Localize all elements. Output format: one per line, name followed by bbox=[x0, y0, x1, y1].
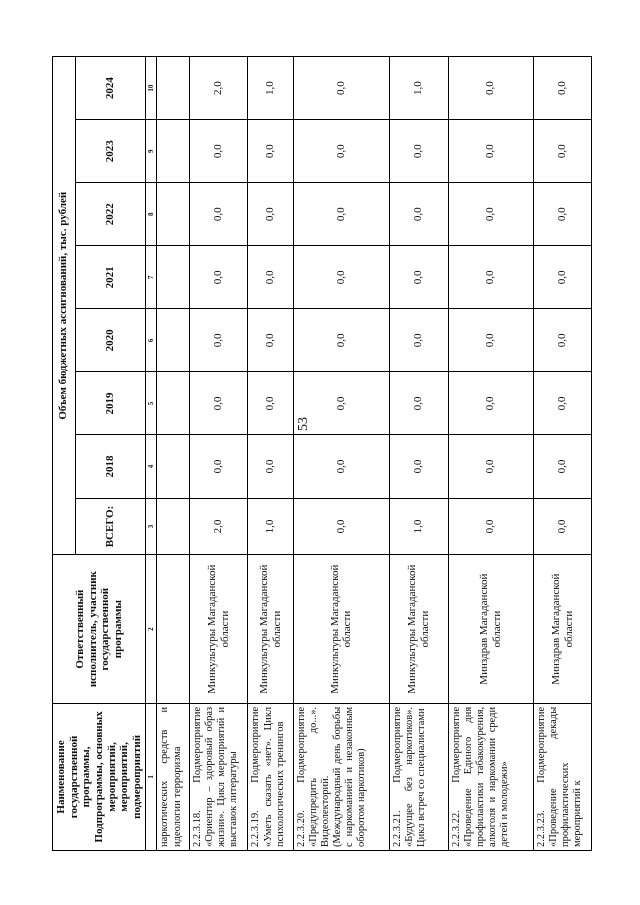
value-cell bbox=[157, 309, 189, 372]
value-cell: 0,0 bbox=[533, 309, 592, 372]
header-total: ВСЕГО: bbox=[75, 498, 146, 555]
column-number: 3 bbox=[146, 498, 157, 555]
table-row bbox=[157, 57, 189, 851]
column-number: 2 bbox=[146, 555, 157, 703]
table-row bbox=[189, 57, 248, 851]
header-budget: Объем бюджетных ассигнований, тыс. рублей bbox=[53, 57, 76, 555]
value-cell: 0,0 bbox=[533, 435, 592, 498]
header-year: 2024 bbox=[75, 57, 146, 120]
value-cell bbox=[157, 183, 189, 246]
value-cell: 0,0 bbox=[448, 372, 533, 435]
value-cell: 1,0 bbox=[390, 57, 449, 120]
value-cell: 0,0 bbox=[533, 183, 592, 246]
value-cell: 0,0 bbox=[189, 120, 248, 183]
value-cell: 0,0 bbox=[390, 120, 449, 183]
value-cell: 0,0 bbox=[248, 246, 293, 309]
value-cell: 0,0 bbox=[189, 309, 248, 372]
value-cell bbox=[157, 498, 189, 555]
page-number: 53 bbox=[296, 417, 311, 431]
column-number: 6 bbox=[146, 309, 157, 372]
value-cell: 0,0 bbox=[189, 372, 248, 435]
header-year: 2021 bbox=[75, 246, 146, 309]
executor-cell bbox=[157, 555, 189, 703]
value-cell: 0,0 bbox=[248, 183, 293, 246]
value-cell: 2,0 bbox=[189, 498, 248, 555]
rotated-page bbox=[52, 56, 582, 851]
activity-name: 2.2.3.20. Подмероприятие «Предупредить до...». Видеолекторий. (Международный день борьбы с наркоманией и незаконным оборотом наркотиков) bbox=[293, 703, 389, 850]
value-cell: 0,0 bbox=[448, 435, 533, 498]
value-cell: 0,0 bbox=[533, 120, 592, 183]
value-cell: 0,0 bbox=[448, 498, 533, 555]
header-name: Наименование государственной программы, Подпрограммы, основных мероприятий, мероприятий, подмероприятий bbox=[53, 703, 146, 850]
value-cell: 0,0 bbox=[293, 57, 389, 120]
value-cell: 0,0 bbox=[293, 309, 389, 372]
value-cell: 0,0 bbox=[293, 372, 389, 435]
executor-cell: Минкультуры Магаданской области bbox=[248, 555, 293, 703]
executor-cell: Минздрав Магаданской области bbox=[448, 555, 533, 703]
column-number: 10 bbox=[146, 57, 157, 120]
header-year: 2018 bbox=[75, 435, 146, 498]
value-cell bbox=[157, 120, 189, 183]
column-number: 1 bbox=[146, 703, 157, 850]
value-cell: 0,0 bbox=[248, 120, 293, 183]
value-cell: 0,0 bbox=[189, 246, 248, 309]
column-number: 8 bbox=[146, 183, 157, 246]
column-number: 7 bbox=[146, 246, 157, 309]
activity-name: 2.2.3.18. Подмероприятие «Ориентир – здоровый образ жизни». Цикл мероприятий и выставок литературы bbox=[189, 703, 248, 850]
header-executor: Ответственный исполнитель, участник государственной программы bbox=[53, 555, 146, 703]
value-cell: 0,0 bbox=[533, 372, 592, 435]
value-cell: 0,0 bbox=[293, 120, 389, 183]
value-cell: 0,0 bbox=[248, 372, 293, 435]
executor-cell: Минкультуры Магаданской области bbox=[390, 555, 449, 703]
value-cell: 0,0 bbox=[390, 372, 449, 435]
value-cell bbox=[157, 246, 189, 309]
table-row bbox=[390, 57, 449, 851]
value-cell: 0,0 bbox=[248, 435, 293, 498]
activity-name: 2.2.3.23. Подмероприятие «Проведение декады профилактических мероприятий к bbox=[533, 703, 592, 850]
value-cell: 0,0 bbox=[448, 246, 533, 309]
value-cell: 0,0 bbox=[293, 435, 389, 498]
value-cell: 0,0 bbox=[390, 435, 449, 498]
budget-table bbox=[52, 56, 592, 851]
executor-cell: Минкультуры Магаданской области bbox=[293, 555, 389, 703]
value-cell: 0,0 bbox=[448, 183, 533, 246]
value-cell: 1,0 bbox=[390, 498, 449, 555]
value-cell: 0,0 bbox=[390, 309, 449, 372]
value-cell: 0,0 bbox=[293, 183, 389, 246]
value-cell bbox=[157, 435, 189, 498]
header-year: 2019 bbox=[75, 372, 146, 435]
activity-name: 2.2.3.19. Подмероприятие «Уметь сказать «нет». Цикл психологических тренингов bbox=[248, 703, 293, 850]
activity-name: 2.2.3.22. Подмероприятие «Проведение Единого дня профилактики табакокурения, алкоголя и наркомании среди детей и молодежи» bbox=[448, 703, 533, 850]
value-cell: 1,0 bbox=[248, 498, 293, 555]
value-cell: 0,0 bbox=[448, 120, 533, 183]
header-year: 2023 bbox=[75, 120, 146, 183]
value-cell: 0,0 bbox=[293, 246, 389, 309]
value-cell: 0,0 bbox=[293, 498, 389, 555]
column-numbers-row bbox=[146, 57, 157, 851]
value-cell: 0,0 bbox=[390, 183, 449, 246]
value-cell: 0,0 bbox=[248, 309, 293, 372]
activity-name: наркотических средств и идеологии терроризма bbox=[157, 703, 189, 850]
table-row bbox=[248, 57, 293, 851]
column-number: 5 bbox=[146, 372, 157, 435]
activity-name: 2.2.3.21. Подмероприятие «Будущее без наркотиков». Цикл встреч со специалистами bbox=[390, 703, 449, 850]
value-cell: 0,0 bbox=[448, 309, 533, 372]
value-cell: 0,0 bbox=[189, 183, 248, 246]
column-number: 4 bbox=[146, 435, 157, 498]
header-year: 2020 bbox=[75, 309, 146, 372]
value-cell bbox=[157, 57, 189, 120]
executor-cell: Минздрав Магаданской области bbox=[533, 555, 592, 703]
value-cell: 1,0 bbox=[248, 57, 293, 120]
value-cell: 0,0 bbox=[448, 57, 533, 120]
value-cell: 0,0 bbox=[533, 498, 592, 555]
header-year: 2022 bbox=[75, 183, 146, 246]
table-row bbox=[448, 57, 533, 851]
value-cell: 0,0 bbox=[533, 246, 592, 309]
value-cell: 0,0 bbox=[390, 246, 449, 309]
column-number: 9 bbox=[146, 120, 157, 183]
value-cell: 0,0 bbox=[189, 435, 248, 498]
value-cell bbox=[157, 372, 189, 435]
table-row bbox=[533, 57, 592, 851]
value-cell: 2,0 bbox=[189, 57, 248, 120]
executor-cell: Минкультуры Магаданской области bbox=[189, 555, 248, 703]
value-cell: 0,0 bbox=[533, 57, 592, 120]
table-row bbox=[293, 57, 389, 851]
